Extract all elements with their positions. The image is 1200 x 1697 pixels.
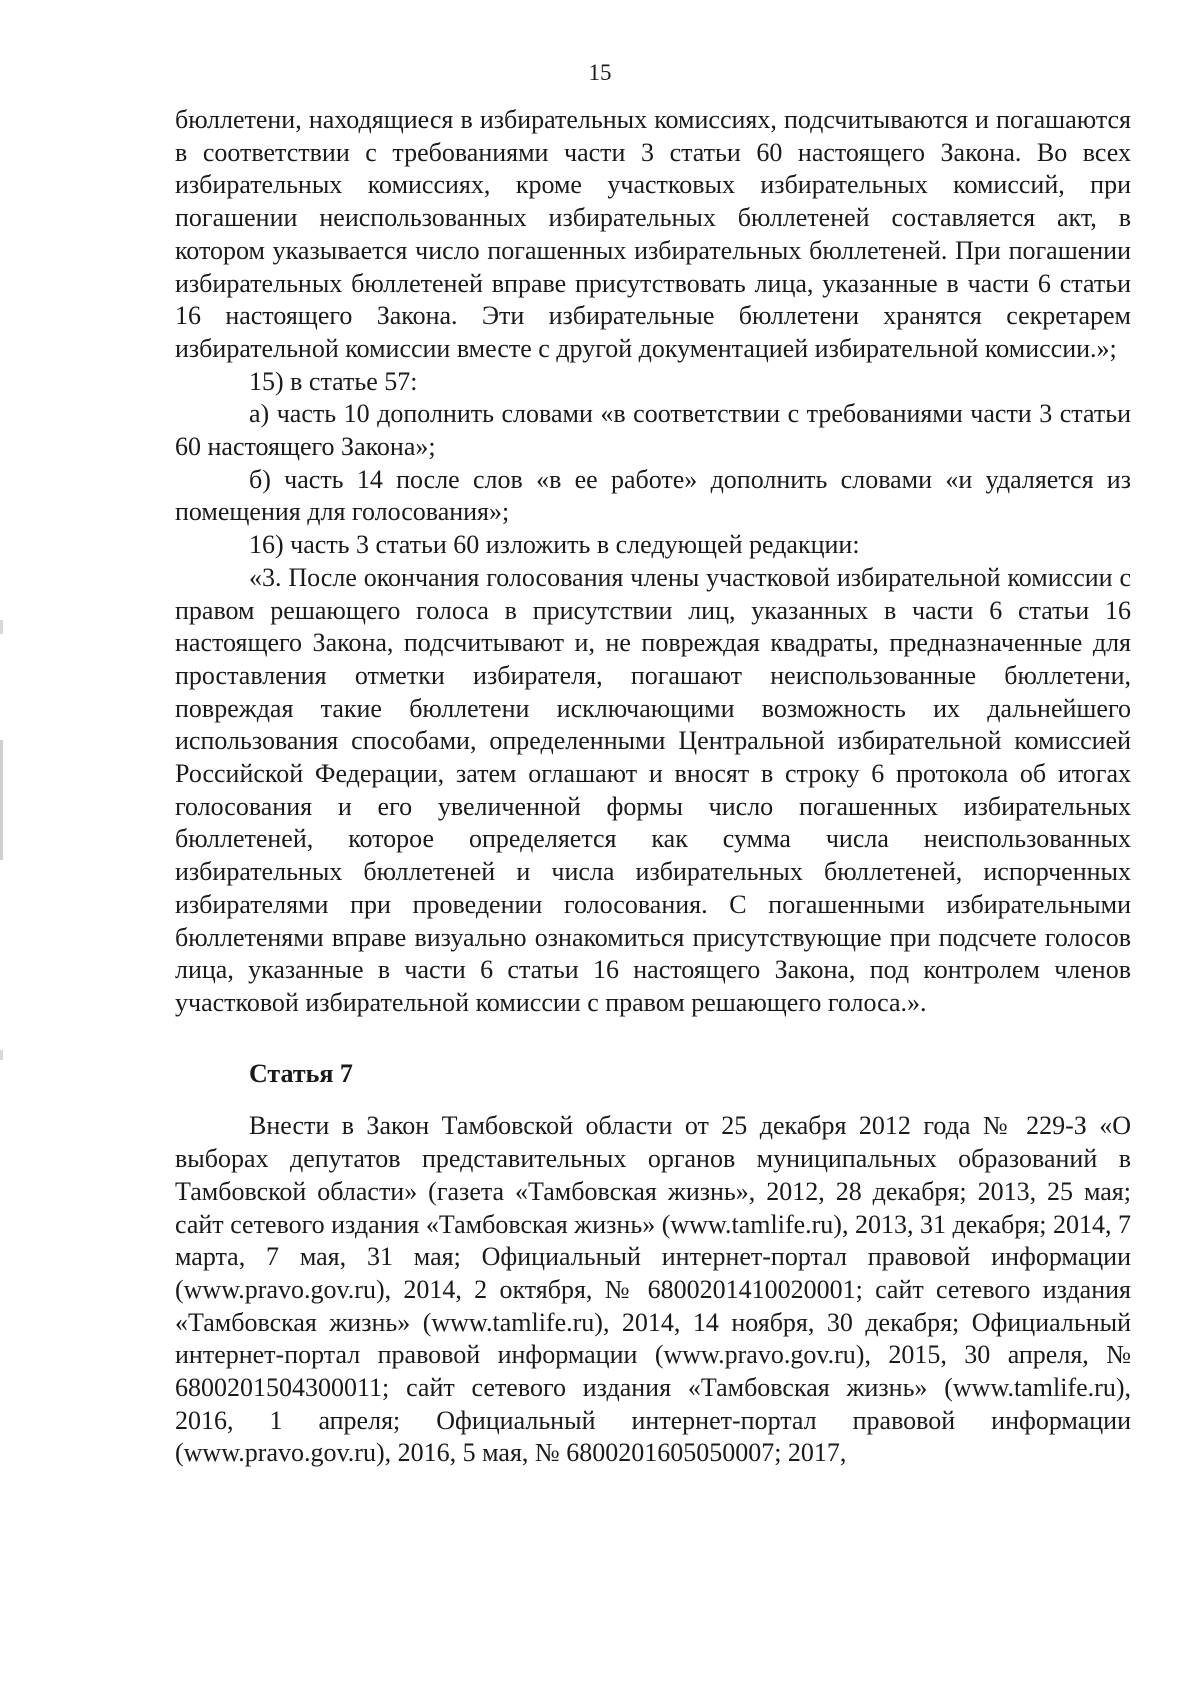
scan-edge-mark — [0, 740, 3, 860]
paragraph: «3. После окончания голосования члены участковой избирательной комиссии с правом решающего голоса в присутствии лиц, указанных в части 6 статьи 16 настоящего Закона, подсчитывают и, не повреждая квадраты, предназначенные для проставления отметки избирателя, погашают неиспользованные бюллетени, повреждая такие бюллетени исключающими возможность их дальнейшего использования способами, определенными Центральной избирательной комиссией Российской Федерации, затем оглашают и вносят в строку 6 протокола об итогах голосования и его увеличенной формы число погашенных избирательных бюллетеней, которое определяется как сумма числа неиспользованных избирательных бюллетеней и числа избирательных бюллетеней, испорченных избирателями при проведении голосования. С погашенными избирательными бюллетенями вправе визуально ознакомиться присутствующие при подсчете голосов лица, указанные в части 6 статьи 16 настоящего Закона, под контролем членов участковой избирательной комиссии с правом решающего голоса.». — [175, 562, 1131, 1017]
paragraph: бюллетени, находящиеся в избирательных комиссиях, подсчитываются и погашаются в соответствии с требованиями части 3 статьи 60 настоящего Закона. Во всех избирательных комиссиях, кроме участковых избирательных комиссий, при погашении неиспользованных избирательных бюллетеней составляется акт, в котором указывается число погашенных избирательных бюллетеней. При погашении избирательных бюллетеней вправе присутствовать лица, указанные в части 6 статьи 16 настоящего Закона. Эти избирательные бюллетени хранятся секретарем избирательной комиссии вместе с другой документацией избирательной комиссии.»; — [175, 105, 1131, 363]
paragraph: б) часть 14 после слов «в ее работе» дополнить словами «и удаляется из помещения для голосования»; — [175, 464, 1131, 527]
paragraph: 16) часть 3 статьи 60 изложить в следующей редакции: — [249, 530, 860, 560]
paragraph: 15) в статье 57: — [249, 366, 418, 396]
scan-edge-mark — [0, 620, 3, 634]
article-heading: Статья 7 — [249, 1058, 353, 1088]
document-body — [175, 104, 1131, 1470]
article-paragraph: Внести в Закон Тамбовской области от 25 декабря 2012 года № 229-З «О выборах депутатов представительных органов муниципальных образований в Тамбовской области» (газета «Тамбовская жизнь», 2012, 28 декабря; 2013, 25 мая; сайт сетевого издания «Тамбовская жизнь» (www.tamlife.ru), 2013, 31 декабря; 2014, 7 марта, 7 мая, 31 мая; Официальный интернет-портал правовой информации (www.pravo.gov.ru), 2014, 2 октября, № 6800201410020001; сайт сетевого издания «Тамбовская жизнь» (www.tamlife.ru), 2014, 14 ноября, 30 декабря; Официальный интернет-портал правовой информации (www.pravo.gov.ru), 2015, 30 апреля, № 6800201504300011; сайт сетевого издания «Тамбовская жизнь» (www.tamlife.ru), 2016, 1 апреля; Официальный интернет-портал правовой информации (www.pravo.gov.ru), 2016, 5 мая, № 6800201605050007; 2017, — [175, 1111, 1131, 1468]
scan-edge-mark — [0, 1050, 3, 1060]
paragraph: а) часть 10 дополнить словами «в соответствии с требованиями части 3 статьи 60 настоящего Закона»; — [175, 399, 1131, 462]
page-number: 15 — [588, 60, 612, 85]
